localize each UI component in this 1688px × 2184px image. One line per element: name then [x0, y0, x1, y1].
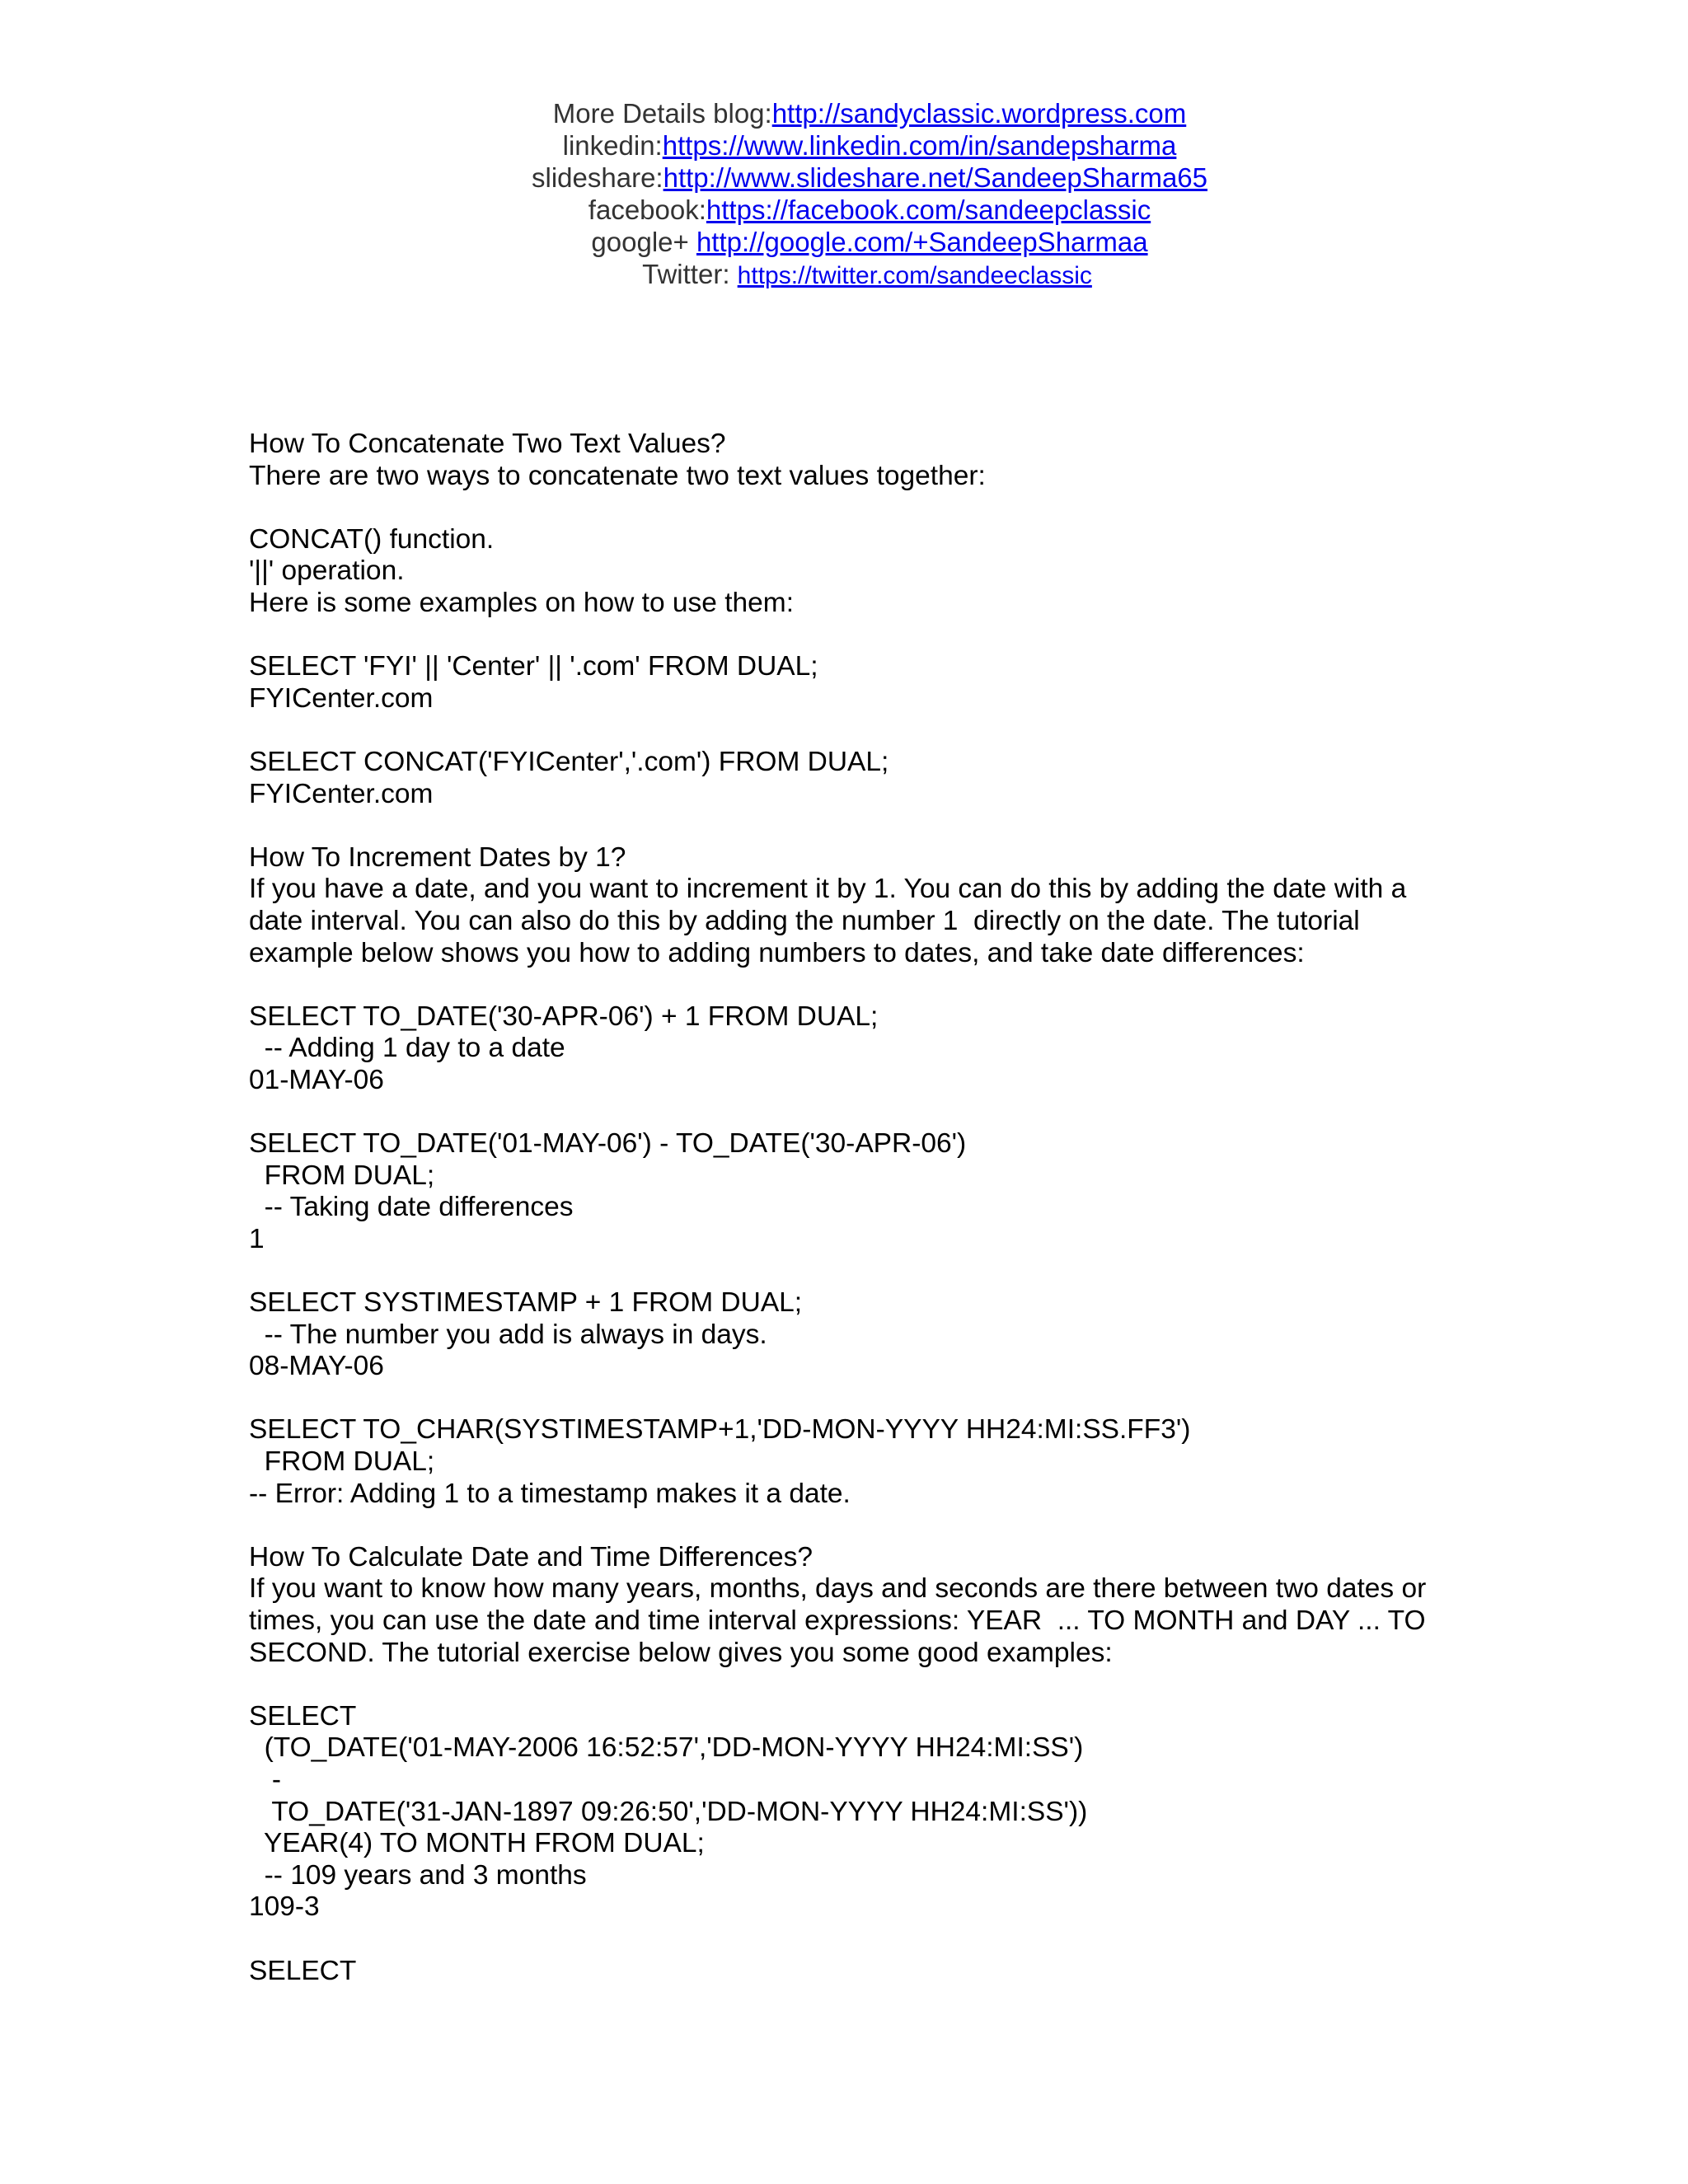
blank-line [249, 1255, 1436, 1287]
text-line: 109-3 [249, 1891, 320, 1923]
blog-link[interactable]: http://sandyclassic.wordpress.com [771, 98, 1187, 129]
text-line: If you have a date, and you want to increment it by 1. You can do this by adding the date with a [249, 874, 1407, 905]
text-line: SELECT CONCAT('FYICenter','.com') FROM DUAL; [249, 746, 889, 777]
facebook-label: facebook: [588, 194, 706, 225]
text-line: FROM DUAL; [249, 1160, 435, 1191]
text-line: 01-MAY-06 [249, 1064, 384, 1095]
text-line: -- The number you add is always in days. [249, 1319, 767, 1350]
slideshare-label: slideshare: [532, 162, 663, 193]
text-line: -- Adding 1 day to a date [249, 1033, 565, 1064]
text-line: -- Taking date differences [249, 1192, 574, 1223]
twitter-link[interactable]: https://twitter.com/sandeeclassic [737, 262, 1092, 289]
text-line: date interval. You can also do this by adding the number 1 directly on the date. The tutorial [249, 905, 1360, 936]
blank-line [249, 1669, 1436, 1701]
google-label: google+ [591, 227, 696, 257]
linkedin-link-line [51, 129, 1688, 162]
twitter-label: Twitter: [642, 259, 738, 289]
text-line: - [249, 1764, 282, 1795]
twitter-link-line [46, 258, 1688, 292]
text-line: FYICenter.com [249, 778, 434, 809]
blank-line [249, 969, 1436, 1001]
blank-line [249, 810, 1436, 842]
blank-line [249, 1383, 1436, 1415]
text-line: SELECT [249, 1700, 357, 1732]
text-line: '||' operation. [249, 555, 405, 587]
document-body [249, 429, 1436, 1987]
facebook-link-line [51, 194, 1688, 226]
text-line: How To Concatenate Two Text Values? [249, 429, 726, 459]
text-line: How To Calculate Date and Time Differences? [249, 1541, 814, 1572]
text-line: SECOND. The tutorial exercise below gives you some good examples: [249, 1637, 1113, 1668]
text-line: example below shows you how to adding numbers to dates, and take date differences: [249, 937, 1305, 968]
text-line: -- 109 years and 3 months [249, 1859, 587, 1891]
text-line: FYICenter.com [249, 682, 434, 714]
text-line: SELECT 'FYI' || 'Center' || '.com' FROM DUAL; [249, 651, 818, 682]
text-line: TO_DATE('31-JAN-1897 09:26:50','DD-MON-YYYY HH24:MI:SS')) [249, 1796, 1088, 1827]
blank-line [249, 1096, 1436, 1128]
text-line: SELECT TO_DATE('01-MAY-06') - TO_DATE('30-APR-06') [249, 1128, 967, 1160]
blank-line [249, 715, 1436, 747]
facebook-link[interactable]: https://facebook.com/sandeepclassic [706, 194, 1151, 225]
linkedin-label: linkedin: [562, 130, 663, 161]
blank-line [249, 1924, 1436, 1956]
text-line: YEAR(4) TO MONTH FROM DUAL; [249, 1828, 705, 1859]
text-line: times, you can use the date and time interval expressions: YEAR ... TO MONTH and DAY ... TO [249, 1605, 1426, 1636]
text-line: FROM DUAL; [249, 1446, 435, 1477]
text-line: If you want to know how many years, months, days and seconds are there between two dates or [249, 1573, 1427, 1605]
text-line: There are two ways to concatenate two text values together: [249, 460, 986, 491]
blank-line [249, 620, 1436, 652]
text-line: -- Error: Adding 1 to a timestamp makes it a date. [249, 1478, 851, 1509]
slideshare-link[interactable]: http://www.slideshare.net/SandeepSharma65 [663, 162, 1207, 193]
text-line: How To Increment Dates by 1? [249, 841, 626, 873]
text-line: 1 [249, 1223, 265, 1254]
google-link[interactable]: http://google.com/+SandeepSharmaa [696, 227, 1148, 257]
social-links-header [0, 97, 1688, 292]
text-line: (TO_DATE('01-MAY-2006 16:52:57','DD-MON-YYYY HH24:MI:SS') [249, 1732, 1084, 1764]
text-line: CONCAT() function. [249, 523, 495, 555]
slideshare-link-line [51, 162, 1688, 194]
blank-line [249, 1510, 1436, 1542]
google-link-line [51, 226, 1688, 258]
text-line: Here is some examples on how to use them: [249, 587, 795, 618]
blog-label: More Details blog: [552, 98, 772, 129]
text-line: SELECT TO_CHAR(SYSTIMESTAMP+1,'DD-MON-YYYY HH24:MI:SS.FF3') [249, 1414, 1191, 1446]
linkedin-link[interactable]: https://www.linkedin.com/in/sandepsharma [662, 130, 1177, 161]
text-line: SELECT TO_DATE('30-APR-06') + 1 FROM DUAL; [249, 1001, 879, 1032]
text-line: 08-MAY-06 [249, 1351, 384, 1382]
blank-line [249, 492, 1436, 524]
text-line: SELECT SYSTIMESTAMP + 1 FROM DUAL; [249, 1287, 803, 1319]
blog-link-line [51, 97, 1688, 129]
text-line: SELECT [249, 1955, 357, 1986]
